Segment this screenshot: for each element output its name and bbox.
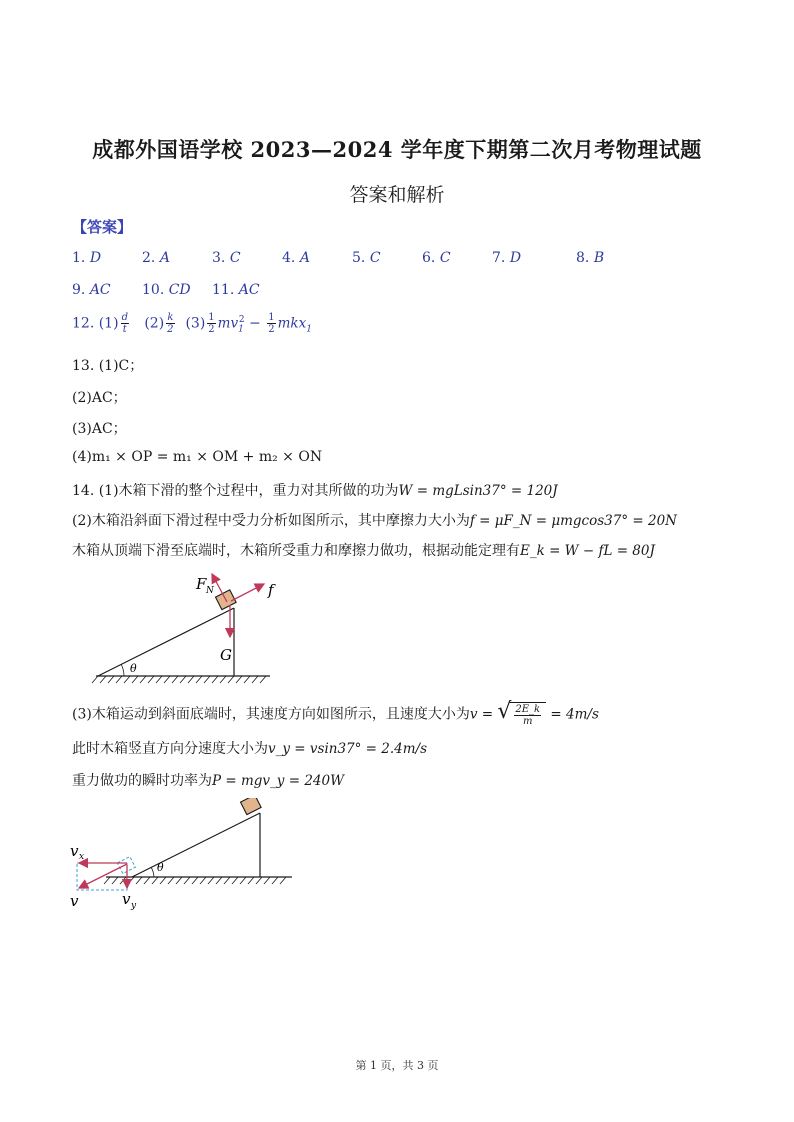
answer-14-2: (2)木箱沿斜面下滑过程中受力分析如图所示，其中摩擦力大小为f = μF_N = μmgcos37° = 20N <box>72 513 677 529</box>
v-arrow <box>79 864 127 888</box>
answer-item-3: 3. C <box>212 250 241 266</box>
answer-13-1: 13. (1)C； <box>72 358 144 374</box>
answer-item-5: 5. C <box>352 250 381 266</box>
box-top <box>241 798 262 815</box>
answer-14-1: 14. (1)木箱下滑的整个过程中，重力对其所做的功为W = mgLsin37° = 120J <box>72 483 558 499</box>
answer-item-11: 11. AC <box>212 282 260 298</box>
ground-line <box>92 676 270 683</box>
vy-sub-label: y <box>131 901 137 911</box>
answer-13-2: (2)AC； <box>72 390 127 406</box>
page-title: 成都外国语学校 2023—2024 学年度下期第二次月考物理试题 <box>92 137 702 162</box>
answer-14-4: (3)木箱运动到斜面底端时，其速度方向如图所示，且速度大小为v = √ $\frac{2E\_k}{m}$ = 4m/s <box>72 702 599 727</box>
answer-item-7: 7. D <box>492 250 522 266</box>
theta-label-1: θ <box>130 662 137 675</box>
answer-14-3: 木箱从顶端下滑至底端时，木箱所受重力和摩擦力做功，根据动能定理有E_k = W − fL = 80J <box>72 543 655 559</box>
vx-label: v <box>70 842 79 860</box>
answer-item-2: 2. A <box>142 250 170 266</box>
theta-label-2: θ <box>157 861 164 874</box>
answer-13-3: (3)AC； <box>72 421 127 437</box>
incline <box>132 813 260 877</box>
velocity-diagram <box>66 798 300 918</box>
v-label: v <box>70 892 79 910</box>
answer-item-6: 6. C <box>422 250 451 266</box>
answer-14-6: 重力做功的瞬时功率为P = mgv_y = 240W <box>72 773 344 789</box>
ground-line <box>104 877 292 884</box>
answer-item-9: 9. AC <box>72 282 111 298</box>
answer-item-10: 10. CD <box>142 282 191 298</box>
answer-item-4: 4. A <box>282 250 310 266</box>
vx-sub-label: x <box>79 852 85 862</box>
force-diagram <box>68 565 288 685</box>
vy-label: v <box>122 890 131 908</box>
answer-tag: 【答案】 <box>72 218 133 236</box>
answer-14-5: 此时木箱竖直方向分速度大小为v_y = vsin37° = 2.4m/s <box>72 741 428 757</box>
g-label: G <box>220 646 232 664</box>
fn-label: F <box>196 575 207 593</box>
incline <box>98 608 234 676</box>
answer-item-1: 1. D <box>72 250 102 266</box>
page-footer: 第 1 页，共 3 页 <box>355 1059 439 1072</box>
answer-13-4: (4)m₁ × OP = m₁ × OM + m₂ × ON <box>72 449 323 465</box>
fn-sub-label: N <box>206 586 214 596</box>
answer-12: 12. (1) $\frac{d}{t}$ (2) $\frac{k}{2}$ (3) $\frac{1}{2}$ $mv_1^2$ − $\frac{1}{2}$ mkx$_1$ <box>72 312 312 335</box>
f-label: f <box>268 581 274 599</box>
friction-arrow <box>231 584 264 601</box>
page-subtitle: 答案和解析 <box>349 184 445 206</box>
answer-item-8: 8. B <box>576 250 605 266</box>
